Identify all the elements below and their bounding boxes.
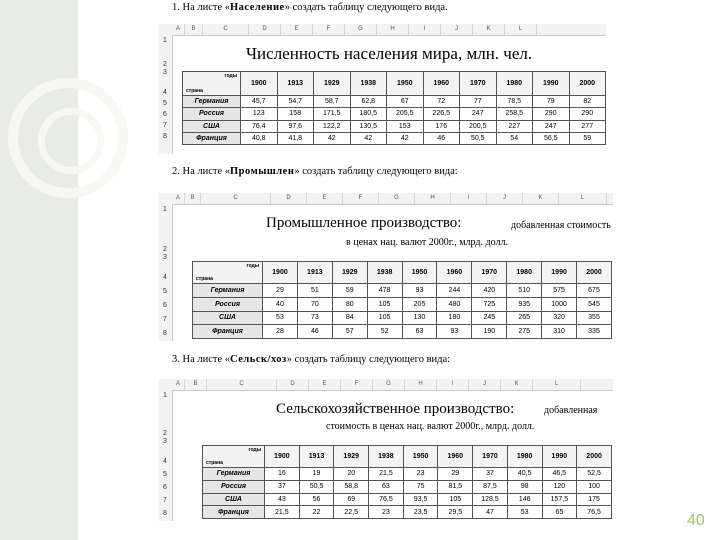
value-cell[interactable]: 78,5 [496, 96, 533, 108]
year-header-cell[interactable]: 1970 [473, 446, 508, 468]
value-cell[interactable]: 175 [577, 493, 612, 506]
column-letter[interactable]: J [469, 379, 501, 390]
value-cell[interactable]: 84 [332, 311, 367, 325]
value-cell[interactable]: 72 [423, 96, 460, 108]
value-cell[interactable]: 56,5 [533, 132, 570, 144]
column-letter[interactable]: G [373, 379, 405, 390]
column-letter[interactable]: E [307, 193, 343, 204]
year-header-cell[interactable]: 1900 [263, 262, 298, 284]
value-cell[interactable]: 82 [569, 96, 606, 108]
value-cell[interactable]: 70 [297, 297, 332, 311]
column-header-bar [158, 193, 613, 205]
year-header-cell[interactable]: 1938 [369, 446, 404, 468]
value-cell[interactable]: 67 [387, 96, 424, 108]
diag-country-label: страна [196, 276, 213, 282]
table-title: Сельскохозяйственное производство: [276, 401, 515, 417]
value-cell[interactable]: 29,5 [438, 506, 473, 519]
country-cell[interactable]: США [183, 120, 241, 132]
value-cell[interactable]: 62,8 [350, 96, 387, 108]
year-header-cell[interactable]: 1970 [460, 72, 497, 96]
row-number[interactable]: 2 [163, 430, 167, 437]
value-cell[interactable]: 87,5 [473, 480, 508, 493]
column-letter[interactable]: I [451, 193, 487, 204]
row-number[interactable]: 3 [163, 69, 167, 76]
value-cell[interactable]: 40,5 [507, 468, 542, 481]
value-cell[interactable]: 75 [403, 480, 438, 493]
value-cell[interactable]: 76,5 [369, 493, 404, 506]
value-cell[interactable]: 58,8 [334, 480, 369, 493]
value-cell[interactable]: 180 [437, 311, 472, 325]
value-cell[interactable]: 510 [507, 284, 542, 298]
diag-country-label: страна [186, 88, 203, 94]
diagonal-header-cell[interactable] [183, 72, 241, 96]
value-cell[interactable]: 63 [402, 325, 437, 339]
column-letter[interactable]: E [281, 24, 313, 35]
year-header-cell[interactable]: 1980 [507, 446, 542, 468]
value-cell[interactable]: 16 [265, 468, 300, 481]
value-cell[interactable]: 37 [473, 468, 508, 481]
year-header-cell[interactable]: 1913 [277, 72, 314, 96]
diag-years-label: годы [224, 73, 237, 79]
data-table [202, 445, 612, 519]
table-row [203, 468, 612, 481]
value-cell[interactable]: 23 [369, 506, 404, 519]
value-cell[interactable]: 52,5 [577, 468, 612, 481]
row-number[interactable]: 8 [163, 133, 167, 140]
value-cell[interactable]: 146 [507, 493, 542, 506]
column-letter[interactable]: H [377, 24, 409, 35]
value-cell[interactable]: 310 [542, 325, 577, 339]
value-cell[interactable]: 56 [299, 493, 334, 506]
spreadsheet-population [158, 24, 606, 154]
value-cell[interactable]: 98 [507, 480, 542, 493]
year-header-cell[interactable]: 1950 [403, 446, 438, 468]
year-header-cell[interactable]: 1990 [542, 262, 577, 284]
column-letter[interactable]: I [437, 379, 469, 390]
row-number[interactable]: 5 [163, 471, 167, 478]
year-header-cell[interactable]: 2000 [569, 72, 606, 96]
column-letter[interactable]: G [345, 24, 377, 35]
row-number[interactable]: 8 [163, 330, 167, 337]
year-header-cell[interactable]: 1950 [387, 72, 424, 96]
value-cell[interactable]: 53 [263, 311, 298, 325]
column-letter[interactable]: F [343, 193, 379, 204]
task-2-text: 2. На листе «Промышлен» создать таблицу следующего вида: [172, 166, 458, 177]
diagonal-header-cell[interactable] [203, 446, 265, 468]
value-cell[interactable]: 675 [577, 284, 612, 298]
table-title: Численность населения мира, млн. чел. [246, 44, 533, 63]
row-number[interactable]: 7 [163, 122, 167, 129]
value-cell[interactable]: 93,5 [403, 493, 438, 506]
value-cell[interactable]: 258,5 [496, 108, 533, 120]
column-letter[interactable]: K [523, 193, 559, 204]
value-cell[interactable]: 58,7 [314, 96, 351, 108]
value-cell[interactable]: 42 [387, 132, 424, 144]
value-cell[interactable]: 65 [542, 506, 577, 519]
value-cell[interactable]: 40,8 [241, 132, 278, 144]
column-letter[interactable]: L [533, 379, 581, 390]
year-header-cell[interactable]: 1990 [533, 72, 570, 96]
year-header-cell[interactable]: 1980 [507, 262, 542, 284]
row-number[interactable]: 2 [163, 246, 167, 253]
column-letter[interactable]: F [313, 24, 345, 35]
value-cell[interactable]: 205 [402, 297, 437, 311]
country-cell[interactable]: Германия [203, 468, 265, 481]
country-cell[interactable]: Россия [193, 297, 263, 311]
year-header-cell[interactable]: 1913 [299, 446, 334, 468]
row-number[interactable]: 1 [163, 392, 167, 399]
value-cell[interactable]: 93 [402, 284, 437, 298]
table-header-row [203, 446, 612, 468]
value-cell[interactable]: 545 [577, 297, 612, 311]
value-cell[interactable]: 19 [299, 468, 334, 481]
column-letter[interactable]: D [249, 24, 281, 35]
row-header-bar [158, 390, 173, 521]
country-cell[interactable]: Франция [203, 506, 265, 519]
value-cell[interactable]: 122,2 [314, 120, 351, 132]
table-subtitle-line2: в ценах нац. валют 2000г., млрд. долл. [346, 237, 508, 248]
value-cell[interactable]: 171,5 [314, 108, 351, 120]
value-cell[interactable]: 47 [473, 506, 508, 519]
value-cell[interactable]: 51 [297, 284, 332, 298]
value-cell[interactable]: 130 [402, 311, 437, 325]
row-header-bar [158, 35, 173, 154]
country-cell[interactable]: Франция [183, 132, 241, 144]
value-cell[interactable]: 128,5 [473, 493, 508, 506]
value-cell[interactable]: 227 [496, 120, 533, 132]
year-header-cell[interactable]: 1900 [241, 72, 278, 96]
row-number[interactable]: 3 [163, 254, 167, 261]
value-cell[interactable]: 76,4 [241, 120, 278, 132]
column-letter[interactable]: H [405, 379, 437, 390]
diag-years-label: годы [246, 263, 259, 269]
value-cell[interactable]: 226,5 [423, 108, 460, 120]
value-cell[interactable]: 355 [577, 311, 612, 325]
row-number[interactable]: 7 [163, 497, 167, 504]
value-cell[interactable]: 76,5 [577, 506, 612, 519]
year-header-cell[interactable]: 1929 [332, 262, 367, 284]
table-row [183, 96, 606, 108]
value-cell[interactable]: 130,5 [350, 120, 387, 132]
table-header-row [193, 262, 612, 284]
country-cell[interactable]: Германия [183, 96, 241, 108]
value-cell[interactable]: 105 [367, 311, 402, 325]
column-letter[interactable]: J [441, 24, 473, 35]
table-subtitle-line2: стоимость в ценах нац. валют 2000г., млрд. долл. [326, 421, 535, 432]
value-cell[interactable]: 480 [437, 297, 472, 311]
value-cell[interactable]: 100 [577, 480, 612, 493]
value-cell[interactable]: 77 [460, 96, 497, 108]
value-cell[interactable]: 478 [367, 284, 402, 298]
row-number[interactable]: 1 [163, 206, 167, 213]
value-cell[interactable]: 120 [542, 480, 577, 493]
row-number[interactable]: 4 [163, 89, 167, 96]
value-cell[interactable]: 245 [472, 311, 507, 325]
year-header-cell[interactable]: 1929 [314, 72, 351, 96]
value-cell[interactable]: 277 [569, 120, 606, 132]
value-cell[interactable]: 22 [299, 506, 334, 519]
table-row [183, 108, 606, 120]
table-row [203, 506, 612, 519]
value-cell[interactable]: 57 [332, 325, 367, 339]
value-cell[interactable]: 45,7 [241, 96, 278, 108]
value-cell[interactable]: 93 [437, 325, 472, 339]
column-letter[interactable]: H [415, 193, 451, 204]
table-row [183, 120, 606, 132]
table-subtitle: добавленная стоимость [511, 220, 611, 231]
value-cell[interactable]: 79 [533, 96, 570, 108]
country-cell[interactable]: Россия [203, 480, 265, 493]
value-cell[interactable]: 247 [533, 120, 570, 132]
value-cell[interactable]: 23 [403, 468, 438, 481]
value-cell[interactable]: 54 [496, 132, 533, 144]
value-cell[interactable]: 80 [332, 297, 367, 311]
column-letter[interactable]: A [172, 24, 185, 35]
year-header-cell[interactable]: 1960 [423, 72, 460, 96]
row-number[interactable]: 5 [163, 100, 167, 107]
value-cell[interactable]: 275 [507, 325, 542, 339]
column-letter[interactable]: B [185, 24, 203, 35]
row-header-bar [158, 204, 173, 341]
value-cell[interactable]: 37 [265, 480, 300, 493]
row-number[interactable]: 2 [163, 61, 167, 68]
value-cell[interactable]: 20 [334, 468, 369, 481]
year-header-cell[interactable]: 1913 [297, 262, 332, 284]
value-cell[interactable]: 42 [314, 132, 351, 144]
value-cell[interactable]: 1000 [542, 297, 577, 311]
country-cell[interactable]: США [203, 493, 265, 506]
column-letter[interactable]: D [277, 379, 309, 390]
value-cell[interactable]: 21,5 [265, 506, 300, 519]
value-cell[interactable]: 725 [472, 297, 507, 311]
column-letter[interactable]: C [203, 24, 249, 35]
value-cell[interactable]: 46 [297, 325, 332, 339]
value-cell[interactable]: 53 [507, 506, 542, 519]
column-letter[interactable]: A [172, 379, 185, 390]
row-number[interactable]: 1 [163, 37, 167, 44]
column-letter[interactable]: E [309, 379, 341, 390]
column-letter[interactable]: J [487, 193, 523, 204]
value-cell[interactable]: 180,5 [350, 108, 387, 120]
value-cell[interactable]: 205,5 [387, 108, 424, 120]
page-number: 40 [687, 512, 705, 529]
table-row [193, 284, 612, 298]
row-number[interactable]: 7 [163, 316, 167, 323]
value-cell[interactable]: 153 [387, 120, 424, 132]
task-1-text: 1. На листе «Население» создать таблицу следующего вида. [172, 2, 448, 13]
value-cell[interactable]: 157,5 [542, 493, 577, 506]
row-number[interactable]: 6 [163, 111, 167, 118]
value-cell[interactable]: 247 [460, 108, 497, 120]
value-cell[interactable]: 105 [438, 493, 473, 506]
column-letter[interactable]: K [501, 379, 533, 390]
value-cell[interactable]: 176 [423, 120, 460, 132]
year-header-cell[interactable]: 1980 [496, 72, 533, 96]
column-letter[interactable]: C [201, 193, 271, 204]
diag-country-label: страна [206, 460, 223, 466]
year-header-cell[interactable]: 1950 [402, 262, 437, 284]
year-header-cell[interactable]: 1990 [542, 446, 577, 468]
country-cell[interactable]: США [193, 311, 263, 325]
row-number[interactable]: 6 [163, 484, 167, 491]
spreadsheet-industry [158, 193, 613, 341]
column-letter[interactable]: G [379, 193, 415, 204]
value-cell[interactable]: 73 [297, 311, 332, 325]
country-cell[interactable]: Франция [193, 325, 263, 339]
value-cell[interactable]: 97,6 [277, 120, 314, 132]
year-header-cell[interactable]: 1970 [472, 262, 507, 284]
column-header-bar [158, 379, 613, 391]
country-cell[interactable]: Германия [193, 284, 263, 298]
value-cell[interactable]: 40 [263, 297, 298, 311]
row-number[interactable]: 4 [163, 274, 167, 281]
value-cell[interactable]: 265 [507, 311, 542, 325]
table-row [183, 132, 606, 144]
table-row [203, 480, 612, 493]
value-cell[interactable]: 46 [423, 132, 460, 144]
value-cell[interactable]: 22,5 [334, 506, 369, 519]
decor-ring-small [38, 108, 104, 174]
value-cell[interactable]: 59 [569, 132, 606, 144]
value-cell[interactable]: 52 [367, 325, 402, 339]
value-cell[interactable]: 290 [533, 108, 570, 120]
value-cell[interactable]: 290 [569, 108, 606, 120]
value-cell[interactable]: 21,5 [369, 468, 404, 481]
value-cell[interactable]: 59 [332, 284, 367, 298]
value-cell[interactable]: 54,7 [277, 96, 314, 108]
value-cell[interactable]: 46,5 [542, 468, 577, 481]
value-cell[interactable]: 28 [263, 325, 298, 339]
table-row [193, 297, 612, 311]
country-cell[interactable]: Россия [183, 108, 241, 120]
value-cell[interactable]: 23,5 [403, 506, 438, 519]
value-cell[interactable]: 200,5 [460, 120, 497, 132]
table-row [193, 325, 612, 339]
value-cell[interactable]: 50,5 [460, 132, 497, 144]
year-header-cell[interactable]: 2000 [577, 446, 612, 468]
value-cell[interactable]: 105 [367, 297, 402, 311]
value-cell[interactable]: 244 [437, 284, 472, 298]
row-number[interactable]: 8 [163, 510, 167, 517]
column-letter[interactable]: B [185, 379, 207, 390]
column-letter[interactable]: I [409, 24, 441, 35]
year-header-cell[interactable]: 1938 [350, 72, 387, 96]
table-title: Промышленное производство: [266, 215, 462, 231]
column-letter[interactable]: L [505, 24, 537, 35]
value-cell[interactable]: 50,5 [299, 480, 334, 493]
value-cell[interactable]: 935 [507, 297, 542, 311]
value-cell[interactable]: 81,5 [438, 480, 473, 493]
value-cell[interactable]: 42 [350, 132, 387, 144]
year-header-cell[interactable]: 1960 [438, 446, 473, 468]
diag-years-label: годы [248, 447, 261, 453]
value-cell[interactable]: 335 [577, 325, 612, 339]
value-cell[interactable]: 29 [263, 284, 298, 298]
column-letter[interactable]: K [473, 24, 505, 35]
table-subtitle: добавленная [544, 405, 598, 416]
value-cell[interactable]: 29 [438, 468, 473, 481]
spreadsheet-agriculture [158, 379, 613, 521]
value-cell[interactable]: 123 [241, 108, 278, 120]
column-header-bar [158, 24, 606, 36]
value-cell[interactable]: 158 [277, 108, 314, 120]
year-header-cell[interactable]: 1960 [437, 262, 472, 284]
table-header-row [183, 72, 606, 96]
value-cell[interactable]: 190 [472, 325, 507, 339]
value-cell[interactable]: 41,8 [277, 132, 314, 144]
value-cell[interactable]: 69 [334, 493, 369, 506]
column-letter[interactable]: A [172, 193, 185, 204]
year-header-cell[interactable]: 1938 [367, 262, 402, 284]
row-number[interactable]: 3 [163, 438, 167, 445]
table-row [193, 311, 612, 325]
column-letter[interactable]: C [207, 379, 277, 390]
value-cell[interactable]: 575 [542, 284, 577, 298]
value-cell[interactable]: 420 [472, 284, 507, 298]
value-cell[interactable]: 43 [265, 493, 300, 506]
row-number[interactable]: 4 [163, 458, 167, 465]
year-header-cell[interactable]: 1900 [265, 446, 300, 468]
table-row [203, 493, 612, 506]
value-cell[interactable]: 63 [369, 480, 404, 493]
data-table [182, 71, 606, 145]
row-number[interactable]: 5 [163, 288, 167, 295]
column-letter[interactable]: F [341, 379, 373, 390]
column-letter[interactable]: L [559, 193, 607, 204]
task-3-text: 3. На листе «Сельск/хоз» создать таблицу следующего вида: [172, 354, 451, 365]
data-table [192, 261, 612, 339]
year-header-cell[interactable]: 1929 [334, 446, 369, 468]
column-letter[interactable]: D [271, 193, 307, 204]
row-number[interactable]: 6 [163, 302, 167, 309]
year-header-cell[interactable]: 2000 [577, 262, 612, 284]
diagonal-header-cell[interactable] [193, 262, 263, 284]
column-letter[interactable]: B [185, 193, 201, 204]
value-cell[interactable]: 320 [542, 311, 577, 325]
